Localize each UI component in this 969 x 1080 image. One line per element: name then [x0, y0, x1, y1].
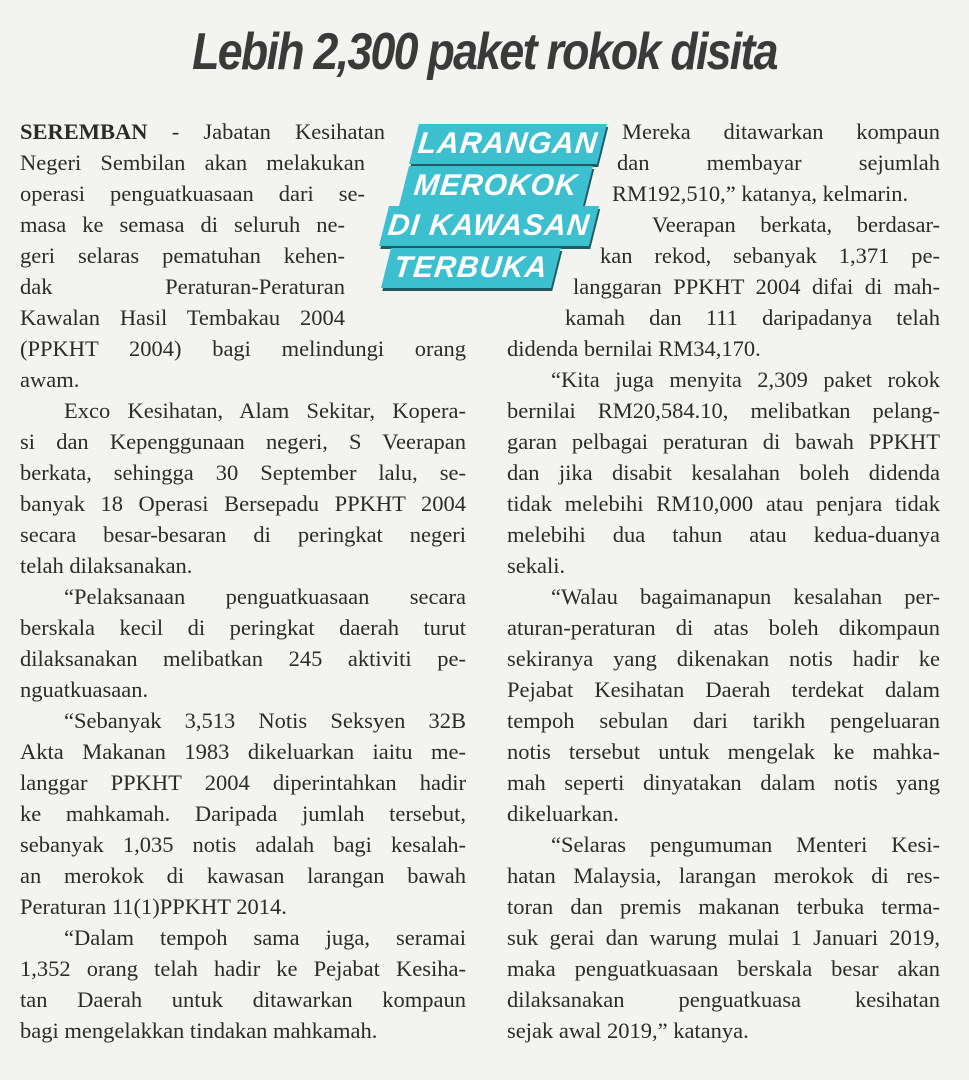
text-line: notis tersebut untuk mengelak ke mahka- — [507, 739, 940, 764]
text-line: “Dalam tempoh sama juga, seramai — [64, 925, 466, 950]
text-line: Pejabat Kesihatan Daerah terdekat dalam — [507, 677, 940, 702]
text-line: nguatkuasaan. — [20, 677, 149, 702]
text-line: ke mahkamah. Daripada jumlah tersebut, — [20, 801, 466, 826]
text-line: dikeluarkan. — [507, 801, 619, 826]
text-line: masa ke semasa di seluruh ne- — [20, 212, 345, 237]
text-line: Peraturan 11(1)PPKHT 2014. — [20, 894, 287, 919]
text-line: langgar PPKHT 2004 diperintahkan hadir — [20, 770, 466, 795]
headline: Lebih 2,300 paket rokok disita — [192, 23, 777, 81]
graphic-band — [379, 206, 599, 246]
text-line: SEREMBAN - Jabatan Kesihatan — [20, 119, 385, 144]
text-line: aturan-peraturan di atas boleh dikompaun — [507, 615, 940, 640]
text-line: awam. — [20, 367, 80, 392]
graphic-band — [381, 248, 561, 288]
text-line: operasi penguatkuasaan dari se- — [20, 181, 365, 206]
text-line: “Sebanyak 3,513 Notis Seksyen 32B — [64, 708, 466, 733]
text-line: Exco Kesihatan, Alam Sekitar, Kopera- — [64, 398, 466, 423]
text-line: dan jika disabit kesalahan boleh didenda — [507, 460, 940, 485]
text-line: Mereka ditawarkan kompaun — [622, 119, 940, 144]
text-line: secara besar-besaran di peringkat negeri — [20, 522, 466, 547]
text-line: geri selaras pematuhan kehen- — [20, 243, 345, 268]
graphic-text: DI KAWASAN — [386, 209, 592, 242]
text-line: melebihi dua tahun atau kedua-duanya — [507, 522, 940, 547]
text-line: dilaksanakan melibatkan 245 aktiviti pe- — [20, 646, 466, 671]
text-line: Kawalan Hasil Tembakau 2004 — [20, 305, 345, 330]
text-line: Akta Makanan 1983 dikeluarkan iaitu me- — [20, 739, 466, 764]
graphic-text: TERBUKA — [392, 251, 550, 284]
text-line: telah dilaksanakan. — [20, 553, 193, 578]
text-line: berskala kecil di peringkat daerah turut — [20, 615, 466, 640]
text-line: sejak awal 2019,” katanya. — [507, 1018, 749, 1043]
text-line: tidak melebihi RM10,000 atau penjara tidak — [507, 491, 940, 516]
text-line: Veerapan berkata, berdasar- — [652, 212, 940, 237]
text-line: kan rekod, sebanyak 1,371 pe- — [600, 243, 940, 268]
text-line: kamah dan 111 daripadanya telah — [565, 305, 940, 330]
text-line: suk gerai dan warung mulai 1 Januari 2019, — [507, 925, 940, 950]
graphic-text: LARANGAN — [416, 127, 600, 160]
dateline: SEREMBAN — [20, 119, 148, 144]
text-line: “Pelaksanaan penguatkuasaan secara — [64, 584, 466, 609]
text-line: sekiranya yang dikenakan notis hadir ke — [507, 646, 940, 671]
text-line: tempoh sebulan dari tarikh pengeluaran — [507, 708, 940, 733]
text-line: langgaran PPKHT 2004 difai di mah- — [573, 274, 940, 299]
text-line: didenda bernilai RM34,170. — [507, 336, 761, 361]
text-line: si dan Kepenggunaan negeri, S Veerapan — [20, 429, 466, 454]
text-line: sebanyak 1,035 notis adalah bagi kesalah- — [20, 832, 466, 857]
text-line: mah seperti dinyatakan dalam notis yang — [507, 770, 940, 795]
text-line: “Walau bagaimanapun kesalahan per- — [551, 584, 940, 609]
text-line: “Selaras pengumuman Menteri Kesi- — [551, 832, 940, 857]
text-line: maka penguatkuasaan berskala besar akan — [507, 956, 940, 981]
text-line: bagi mengelakkan tindakan mahkamah. — [20, 1018, 378, 1043]
graphic-band — [409, 124, 607, 164]
text-line: Negeri Sembilan akan melakukan — [20, 150, 365, 175]
text-line: hatan Malaysia, larangan merokok di res- — [507, 863, 940, 888]
text-line: sekali. — [507, 553, 566, 578]
graphic-band — [399, 166, 593, 206]
text-line: berkata, sehingga 30 September lalu, se- — [20, 460, 466, 485]
text-line: RM192,510,” katanya, kelmarin. — [612, 181, 909, 206]
text-line: dilaksanakan penguatkuasa kesihatan — [507, 987, 940, 1012]
text-line: dak Peraturan-Peraturan — [20, 274, 345, 299]
larangan-merokok-graphic — [372, 120, 612, 300]
text-line: banyak 18 Operasi Bersepadu PPKHT 2004 — [20, 491, 466, 516]
text-line: 1,352 orang telah hadir ke Pejabat Kesiha- — [20, 956, 466, 981]
text-line: dan membayar sejumlah — [617, 150, 940, 175]
text-line: “Kita juga menyita 2,309 paket rokok — [551, 367, 940, 392]
text-line: tan Daerah untuk ditawarkan kompaun — [20, 987, 466, 1012]
text-line: toran dan premis makanan terbuka terma- — [507, 894, 940, 919]
text-line: garan pelbagai peraturan di bawah PPKHT — [507, 429, 940, 454]
text-line: an merokok di kawasan larangan bawah — [20, 863, 466, 888]
text-line: (PPKHT 2004) bagi melindungi orang — [20, 336, 466, 361]
graphic-text: MEROKOK — [412, 169, 580, 202]
text-line: bernilai RM20,584.10, melibatkan pelang- — [507, 398, 940, 423]
